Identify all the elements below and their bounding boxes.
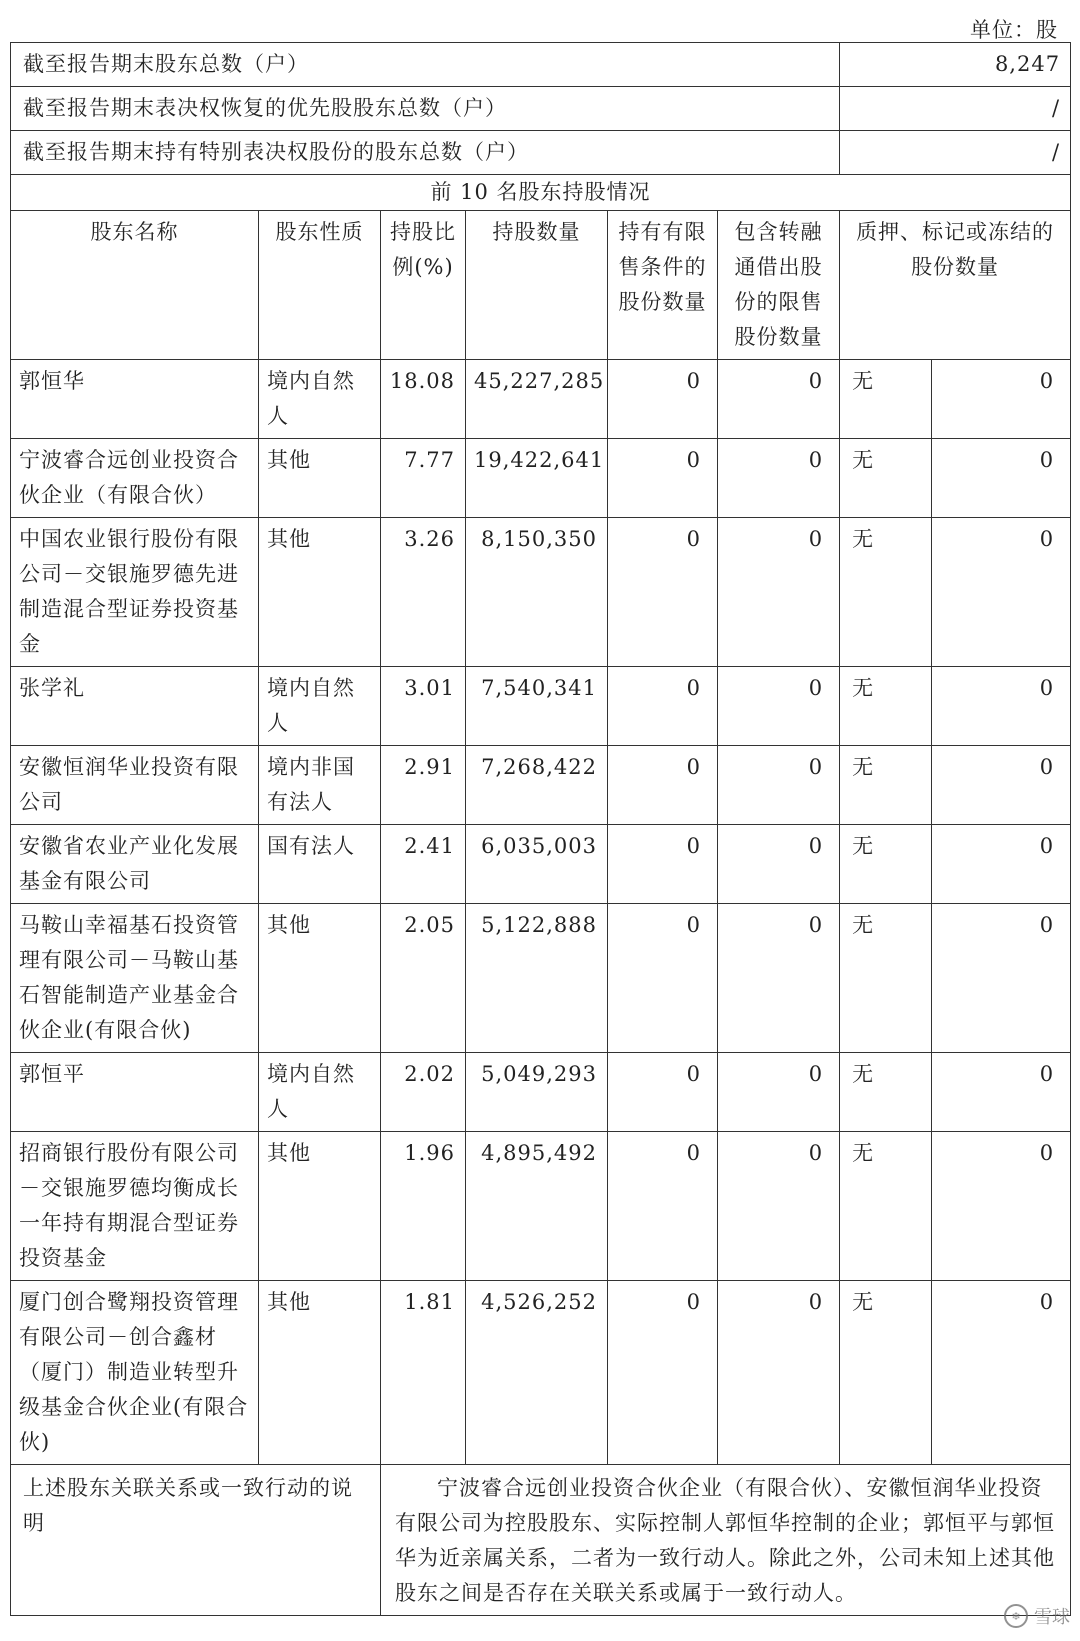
header-ratio: 持股比例(%) xyxy=(381,211,466,360)
header-quantity: 持股数量 xyxy=(466,211,608,360)
holding-quantity: 45,227,285 xyxy=(466,360,608,439)
pledge-status: 无 xyxy=(840,667,932,746)
holding-ratio: 2.91 xyxy=(381,746,466,825)
restricted-shares: 0 xyxy=(608,360,718,439)
table-row xyxy=(11,1281,1071,1465)
table-row xyxy=(11,1132,1071,1281)
pledge-status: 无 xyxy=(840,1281,932,1465)
lent-restricted-shares: 0 xyxy=(718,1132,840,1281)
header-pledge: 质押、标记或冻结的股份数量 xyxy=(840,211,1071,360)
shareholder-nature: 境内自然人 xyxy=(259,667,381,746)
shareholder-name: 厦门创合鹭翔投资管理有限公司－创合鑫材（厦门）制造业转型升级基金合伙企业(有限合伙) xyxy=(11,1281,259,1465)
pledge-quantity: 0 xyxy=(932,904,1071,1053)
shareholder-name: 宁波睿合远创业投资合伙企业（有限合伙） xyxy=(11,439,259,518)
holding-quantity: 5,122,888 xyxy=(466,904,608,1053)
lent-restricted-shares: 0 xyxy=(718,825,840,904)
pledge-status: 无 xyxy=(840,904,932,1053)
pledge-quantity: 0 xyxy=(932,667,1071,746)
pledge-quantity: 0 xyxy=(932,825,1071,904)
pledge-status: 无 xyxy=(840,518,932,667)
shareholder-nature: 国有法人 xyxy=(259,825,381,904)
holding-ratio: 3.26 xyxy=(381,518,466,667)
shareholder-nature: 其他 xyxy=(259,1132,381,1281)
table-row xyxy=(11,1053,1071,1132)
restricted-shares: 0 xyxy=(608,904,718,1053)
shareholder-name: 郭恒平 xyxy=(11,1053,259,1132)
holding-quantity: 5,049,293 xyxy=(466,1053,608,1132)
pledge-quantity: 0 xyxy=(932,360,1071,439)
summary-row xyxy=(11,131,1071,175)
shareholder-table xyxy=(10,42,1071,1616)
holding-quantity: 4,526,252 xyxy=(466,1281,608,1465)
table-row xyxy=(11,518,1071,667)
pledge-status: 无 xyxy=(840,825,932,904)
summary-row xyxy=(11,87,1071,131)
holding-ratio: 3.01 xyxy=(381,667,466,746)
shareholder-nature: 其他 xyxy=(259,518,381,667)
pledge-status: 无 xyxy=(840,1132,932,1281)
header-nature: 股东性质 xyxy=(259,211,381,360)
holding-ratio: 2.02 xyxy=(381,1053,466,1132)
holding-quantity: 7,540,341 xyxy=(466,667,608,746)
relation-text: 宁波睿合远创业投资合伙企业（有限合伙）、安徽恒润华业投资有限公司为控股股东、实际控制人郭恒华控制的企业；郭恒平与郭恒华为近亲属关系，二者为一致行动人。除此之外，公司未知上述其他股东之间是否存在关联关系或属于一致行动人。 xyxy=(381,1465,1071,1616)
header-name: 股东名称 xyxy=(11,211,259,360)
lent-restricted-shares: 0 xyxy=(718,439,840,518)
watermark xyxy=(1004,1603,1070,1629)
restricted-shares: 0 xyxy=(608,825,718,904)
pledge-status: 无 xyxy=(840,360,932,439)
lent-restricted-shares: 0 xyxy=(718,518,840,667)
summary-label: 截至报告期末持有特别表决权股份的股东总数（户） xyxy=(11,131,840,175)
shareholder-name: 安徽恒润华业投资有限公司 xyxy=(11,746,259,825)
restricted-shares: 0 xyxy=(608,1281,718,1465)
unit-label: 单位：股 xyxy=(970,18,1058,42)
shareholder-nature: 境内自然人 xyxy=(259,1053,381,1132)
restricted-shares: 0 xyxy=(608,439,718,518)
holding-quantity: 6,035,003 xyxy=(466,825,608,904)
lent-restricted-shares: 0 xyxy=(718,360,840,439)
pledge-status: 无 xyxy=(840,1053,932,1132)
summary-value: / xyxy=(840,87,1071,131)
section-title: 前 10 名股东持股情况 xyxy=(11,175,1071,211)
pledge-quantity: 0 xyxy=(932,439,1071,518)
shareholder-name: 中国农业银行股份有限公司－交银施罗德先进制造混合型证券投资基金 xyxy=(11,518,259,667)
shareholder-name: 张学礼 xyxy=(11,667,259,746)
holding-ratio: 1.81 xyxy=(381,1281,466,1465)
holding-ratio: 1.96 xyxy=(381,1132,466,1281)
snowball-logo-icon: ❄ xyxy=(1004,1604,1028,1628)
holding-quantity: 4,895,492 xyxy=(466,1132,608,1281)
shareholder-nature: 境内非国有法人 xyxy=(259,746,381,825)
lent-restricted-shares: 0 xyxy=(718,1053,840,1132)
pledge-status: 无 xyxy=(840,746,932,825)
shareholder-name: 郭恒华 xyxy=(11,360,259,439)
pledge-status: 无 xyxy=(840,439,932,518)
header-row xyxy=(11,211,1071,360)
section-title-row xyxy=(11,175,1071,211)
shareholder-nature: 其他 xyxy=(259,904,381,1053)
restricted-shares: 0 xyxy=(608,746,718,825)
relation-label: 上述股东关联关系或一致行动的说明 xyxy=(11,1465,381,1616)
lent-restricted-shares: 0 xyxy=(718,667,840,746)
shareholder-nature: 其他 xyxy=(259,439,381,518)
lent-restricted-shares: 0 xyxy=(718,904,840,1053)
pledge-quantity: 0 xyxy=(932,1281,1071,1465)
watermark-text: 雪球 xyxy=(1034,1607,1070,1628)
summary-label: 截至报告期末股东总数（户） xyxy=(11,43,840,87)
shareholder-name: 招商银行股份有限公司－交银施罗德均衡成长一年持有期混合型证券投资基金 xyxy=(11,1132,259,1281)
shareholder-name: 马鞍山幸福基石投资管理有限公司－马鞍山基石智能制造产业基金合伙企业(有限合伙) xyxy=(11,904,259,1053)
holding-ratio: 2.41 xyxy=(381,825,466,904)
holding-quantity: 7,268,422 xyxy=(466,746,608,825)
shareholder-nature: 境内自然人 xyxy=(259,360,381,439)
pledge-quantity: 0 xyxy=(932,518,1071,667)
lent-restricted-shares: 0 xyxy=(718,746,840,825)
restricted-shares: 0 xyxy=(608,1132,718,1281)
header-lent: 包含转融通借出股份的限售股份数量 xyxy=(718,211,840,360)
summary-value: 8,247 xyxy=(840,43,1071,87)
pledge-quantity: 0 xyxy=(932,746,1071,825)
table-row xyxy=(11,439,1071,518)
table-row xyxy=(11,825,1071,904)
holding-ratio: 7.77 xyxy=(381,439,466,518)
shareholder-nature: 其他 xyxy=(259,1281,381,1465)
relation-row xyxy=(11,1465,1071,1616)
shareholder-name: 安徽省农业产业化发展基金有限公司 xyxy=(11,825,259,904)
holding-quantity: 8,150,350 xyxy=(466,518,608,667)
holding-ratio: 2.05 xyxy=(381,904,466,1053)
summary-label: 截至报告期末表决权恢复的优先股股东总数（户） xyxy=(11,87,840,131)
restricted-shares: 0 xyxy=(608,667,718,746)
holding-ratio: 18.08 xyxy=(381,360,466,439)
pledge-quantity: 0 xyxy=(932,1132,1071,1281)
table-row xyxy=(11,667,1071,746)
table-row xyxy=(11,746,1071,825)
summary-row xyxy=(11,43,1071,87)
restricted-shares: 0 xyxy=(608,518,718,667)
summary-value: / xyxy=(840,131,1071,175)
restricted-shares: 0 xyxy=(608,1053,718,1132)
holding-quantity: 19,422,641 xyxy=(466,439,608,518)
table-row xyxy=(11,360,1071,439)
pledge-quantity: 0 xyxy=(932,1053,1071,1132)
header-restricted: 持有有限售条件的股份数量 xyxy=(608,211,718,360)
lent-restricted-shares: 0 xyxy=(718,1281,840,1465)
table-row xyxy=(11,904,1071,1053)
